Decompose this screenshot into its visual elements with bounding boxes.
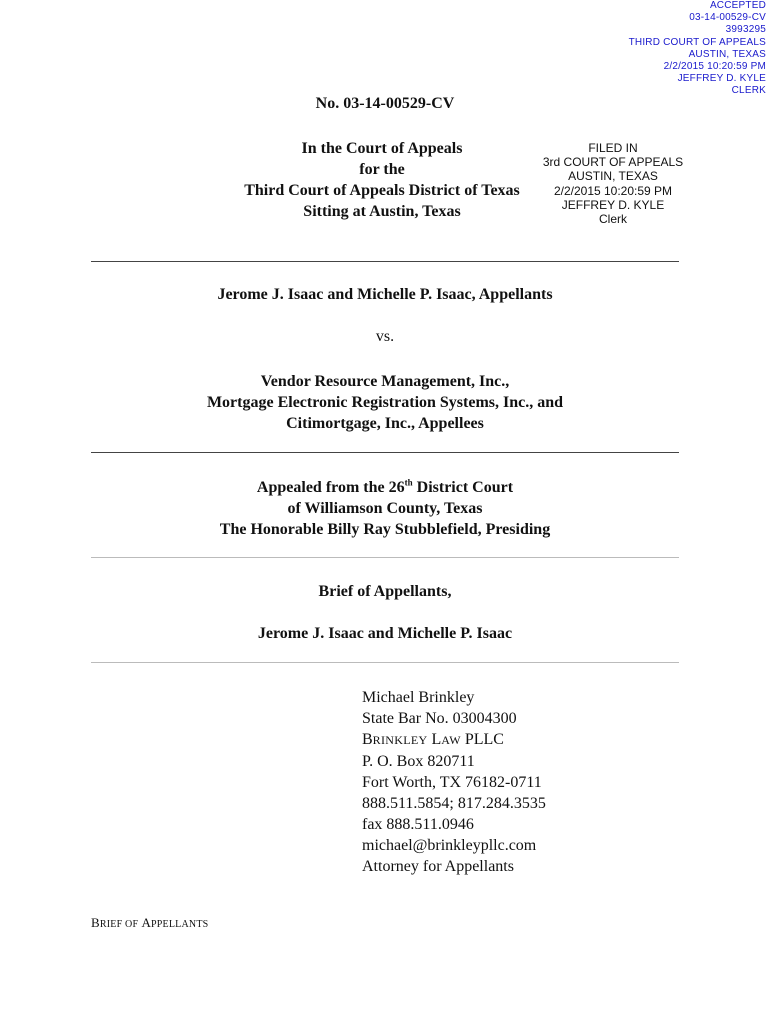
appellants: Jerome J. Isaac and Michelle P. Isaac, Appellants (217, 286, 553, 303)
appellees-line-2: Mortgage Electronic Registration Systems, Inc., and (206, 394, 564, 411)
filed-line: Clerk (598, 212, 627, 227)
court-heading (222, 138, 542, 222)
stamp-line: AUSTIN, TEXAS (688, 48, 766, 60)
attorney-firm: BRINKLEY LAW PLLC (362, 731, 504, 748)
divider (91, 452, 679, 453)
footer-label: BRIEF OF APPELLANTS (91, 915, 209, 930)
filed-line: AUSTIN, TEXAS (568, 169, 658, 184)
appellees-line-1: Vendor Resource Management, Inc., (260, 373, 510, 390)
filed-line: JEFFREY D. KYLE (561, 197, 665, 212)
stamp-line: 3993295 (725, 24, 766, 36)
attorney-city: Fort Worth, TX 76182-0711 (362, 774, 542, 791)
attorney-email: michael@brinkleypllc.com (362, 837, 537, 854)
attorney-role: Attorney for Appellants (362, 858, 514, 875)
stamp-line: ACCEPTED (709, 0, 766, 11)
divider (91, 662, 679, 663)
appeal-line-1: Appealed from the 26th District Court (256, 477, 514, 496)
stamp-line: CLERK (731, 85, 766, 97)
appeal-line-2: of Williamson County, Texas (287, 500, 483, 517)
versus: vs. (375, 328, 395, 345)
attorney-fax: fax 888.511.0946 (362, 816, 474, 833)
stamp-line: THIRD COURT OF APPEALS (628, 36, 766, 48)
divider (91, 557, 679, 558)
attorney-phones: 888.511.5854; 817.284.3535 (362, 795, 546, 812)
court-line-2: for the (359, 161, 405, 178)
case-number: No. 03-14-00529-CV (315, 95, 455, 112)
attorney-block (362, 687, 546, 877)
brief-title: Brief of Appellants, (318, 583, 452, 600)
appeal-line-3: The Honorable Billy Ray Stubblefield, Presiding (219, 521, 551, 538)
filed-stamp (525, 141, 701, 226)
attorney-bar-no: State Bar No. 03004300 (362, 710, 517, 727)
court-line-3: Third Court of Appeals District of Texas (244, 182, 520, 199)
appellees-line-3: Citimortgage, Inc., Appellees (286, 415, 484, 432)
court-line-4: Sitting at Austin, Texas (303, 203, 461, 220)
filed-line: 2/2/2015 10:20:59 PM (553, 183, 673, 198)
court-line-1: In the Court of Appeals (301, 140, 463, 157)
stamp-line: 03-14-00529-CV (689, 12, 766, 24)
attorney-po-box: P. O. Box 820711 (362, 753, 475, 770)
attorney-name: Michael Brinkley (362, 689, 475, 706)
brief-parties: Jerome J. Isaac and Michelle P. Isaac (257, 625, 513, 642)
stamp-line: JEFFREY D. KYLE (677, 73, 766, 85)
stamp-line: 2/2/2015 10:20:59 PM (663, 61, 766, 73)
divider (91, 261, 679, 262)
appeal-from (0, 477, 770, 540)
appellees (0, 371, 770, 434)
acceptance-stamp (586, 0, 766, 98)
filed-line: 3rd COURT OF APPEALS (542, 155, 684, 170)
filed-line: FILED IN (588, 141, 638, 155)
